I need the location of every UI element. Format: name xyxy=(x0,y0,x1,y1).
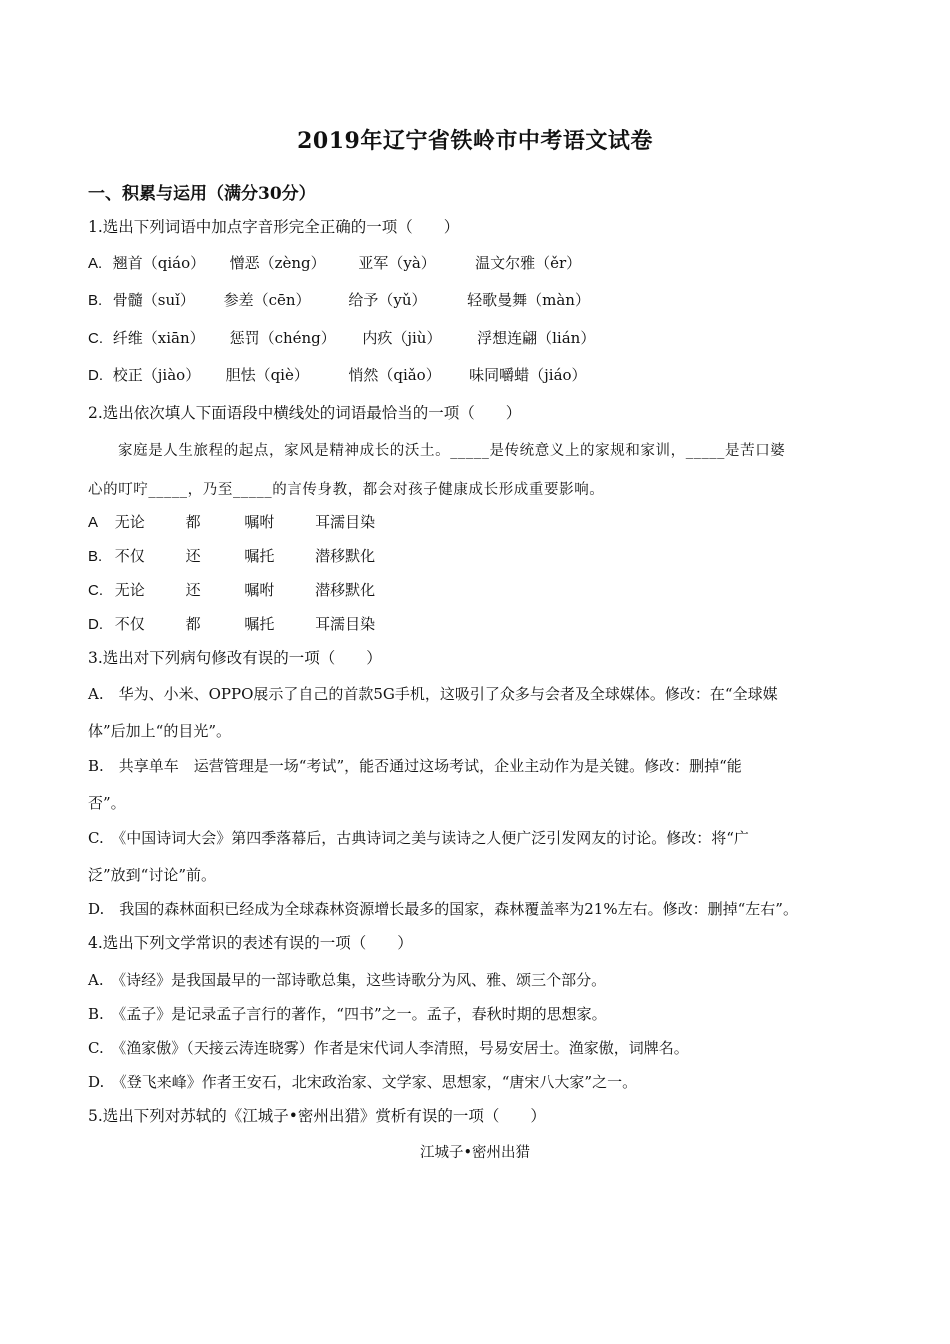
option-item: 耳濡目染 xyxy=(315,615,376,633)
option-item: 校正（jiào） xyxy=(112,366,201,384)
option-item: 味同嚼蜡（jiáo） xyxy=(469,366,587,384)
option-item: 纤维（xiān） xyxy=(112,329,205,347)
question-2-option-a xyxy=(88,511,375,532)
option-label: A xyxy=(88,514,99,531)
question-1-option-c xyxy=(88,327,595,348)
answer-line: D. 《登飞来峰》作者王安石，北宋政治家、文学家、思想家，“唐宋八大家”之一。 xyxy=(88,1073,638,1091)
question-1-option-d xyxy=(88,364,587,385)
question-4-stem: 4.选出下列文学常识的表述有误的一项（ ） xyxy=(88,934,413,952)
answer-line: 否”。 xyxy=(88,794,126,812)
option-item: 还 xyxy=(185,547,201,565)
answer-line: 泛”放到“讨论”前。 xyxy=(88,866,217,884)
answer-line: C. 《中国诗词大会》第四季落幕后，古典诗词之美与读诗之人便广泛引发网友的讨论。修改：将“广 xyxy=(88,829,749,847)
option-item: 内疚（jiù） xyxy=(362,329,442,347)
question-3-stem: 3.选出对下列病句修改有误的一项（ ） xyxy=(88,649,382,667)
option-label: B. xyxy=(88,292,103,309)
section-heading: 一、积累与运用（满分30分） xyxy=(88,184,316,204)
question-1-stem: 1.选出下列词语中加点字音形完全正确的一项（ ） xyxy=(88,218,460,236)
option-item: 还 xyxy=(185,581,201,599)
option-label: D. xyxy=(88,616,103,633)
question-1-option-a xyxy=(88,252,581,273)
option-item: 潜移默化 xyxy=(315,581,376,599)
option-item: 嘱咐 xyxy=(244,513,275,531)
answer-line: A. 华为、小米、OPPO展示了自己的首款5G手机，这吸引了众多与会者及全球媒体。修改：在“全球媒 xyxy=(88,685,778,703)
question-2-stem: 2.选出依次填人下面语段中横线处的词语最恰当的一项（ ） xyxy=(88,404,522,422)
answer-line: B. 共享单车 运营管理是一场“考试”，能否通过这场考试，企业主动作为是关键。修改：删掉“能 xyxy=(88,757,742,775)
poem-title: 江城子•密州出猎 xyxy=(419,1145,531,1161)
option-label: C. xyxy=(88,582,103,599)
question-1-option-b xyxy=(88,289,590,310)
question-2-option-d xyxy=(88,613,375,634)
option-label: D. xyxy=(88,367,103,384)
option-item: 耳濡目染 xyxy=(315,513,376,531)
option-item: 嘱托 xyxy=(244,615,275,633)
option-item: 都 xyxy=(185,513,201,531)
question-5-stem: 5.选出下列对苏轼的《江城子•密州出猎》赏析有误的一项（ ） xyxy=(88,1107,546,1125)
option-item: 不仅 xyxy=(114,547,145,565)
option-item: 轻歌曼舞（màn） xyxy=(467,291,590,309)
passage-line: 心的叮咛_____，乃至_____的言传身教，都会对孩子健康成长形成重要影响。 xyxy=(88,482,605,498)
passage-line: 家庭是人生旅程的起点，家风是精神成长的沃土。_____是传统意义上的家规和家训，_____是苦口婆 xyxy=(118,443,786,459)
answer-line: C. 《渔家傲》（天接云涛连晓雾）作者是宋代词人李清照，号易安居士。渔家傲，词牌名。 xyxy=(88,1039,689,1057)
option-label: B. xyxy=(88,548,103,565)
answer-line: B. 《孟子》是记录孟子言行的著作，“四书”之一。孟子，春秋时期的思想家。 xyxy=(88,1005,607,1023)
option-item: 嘱托 xyxy=(244,547,275,565)
option-item: 嘱咐 xyxy=(244,581,275,599)
option-label: A. xyxy=(88,255,103,272)
question-2-option-b xyxy=(88,545,375,566)
option-item: 潜移默化 xyxy=(315,547,376,565)
option-item: 悄然（qiǎo） xyxy=(348,366,441,384)
option-item: 浮想连翩（lián） xyxy=(477,329,596,347)
option-item: 给予（yǔ） xyxy=(348,291,427,309)
option-item: 无论 xyxy=(114,581,145,599)
exam-title: 2019年辽宁省铁岭市中考语文试卷 xyxy=(297,128,653,154)
option-item: 骨髓（suǐ） xyxy=(112,291,195,309)
answer-line: A. 《诗经》是我国最早的一部诗歌总集，这些诗歌分为风、雅、颂三个部分。 xyxy=(88,971,607,989)
option-item: 亚军（yà） xyxy=(358,254,436,272)
option-item: 都 xyxy=(185,615,201,633)
answer-line: 体”后加上“的目光”。 xyxy=(88,722,232,740)
option-label: C. xyxy=(88,330,103,347)
option-item: 惩罚（chéng） xyxy=(229,329,336,347)
option-item: 参差（cēn） xyxy=(223,291,311,309)
question-2-option-c xyxy=(88,579,375,600)
option-item: 胆怯（qiè） xyxy=(225,366,309,384)
option-item: 憎恶（zèng） xyxy=(229,254,326,272)
answer-line: D. 我国的森林面积已经成为全球森林资源增长最多的国家，森林覆盖率为21%左右。修改：删掉“左右”。 xyxy=(88,900,798,918)
option-item: 无论 xyxy=(114,513,145,531)
option-item: 翘首（qiáo） xyxy=(112,254,206,272)
option-item: 不仅 xyxy=(114,615,145,633)
option-item: 温文尔雅（ěr） xyxy=(475,254,582,272)
